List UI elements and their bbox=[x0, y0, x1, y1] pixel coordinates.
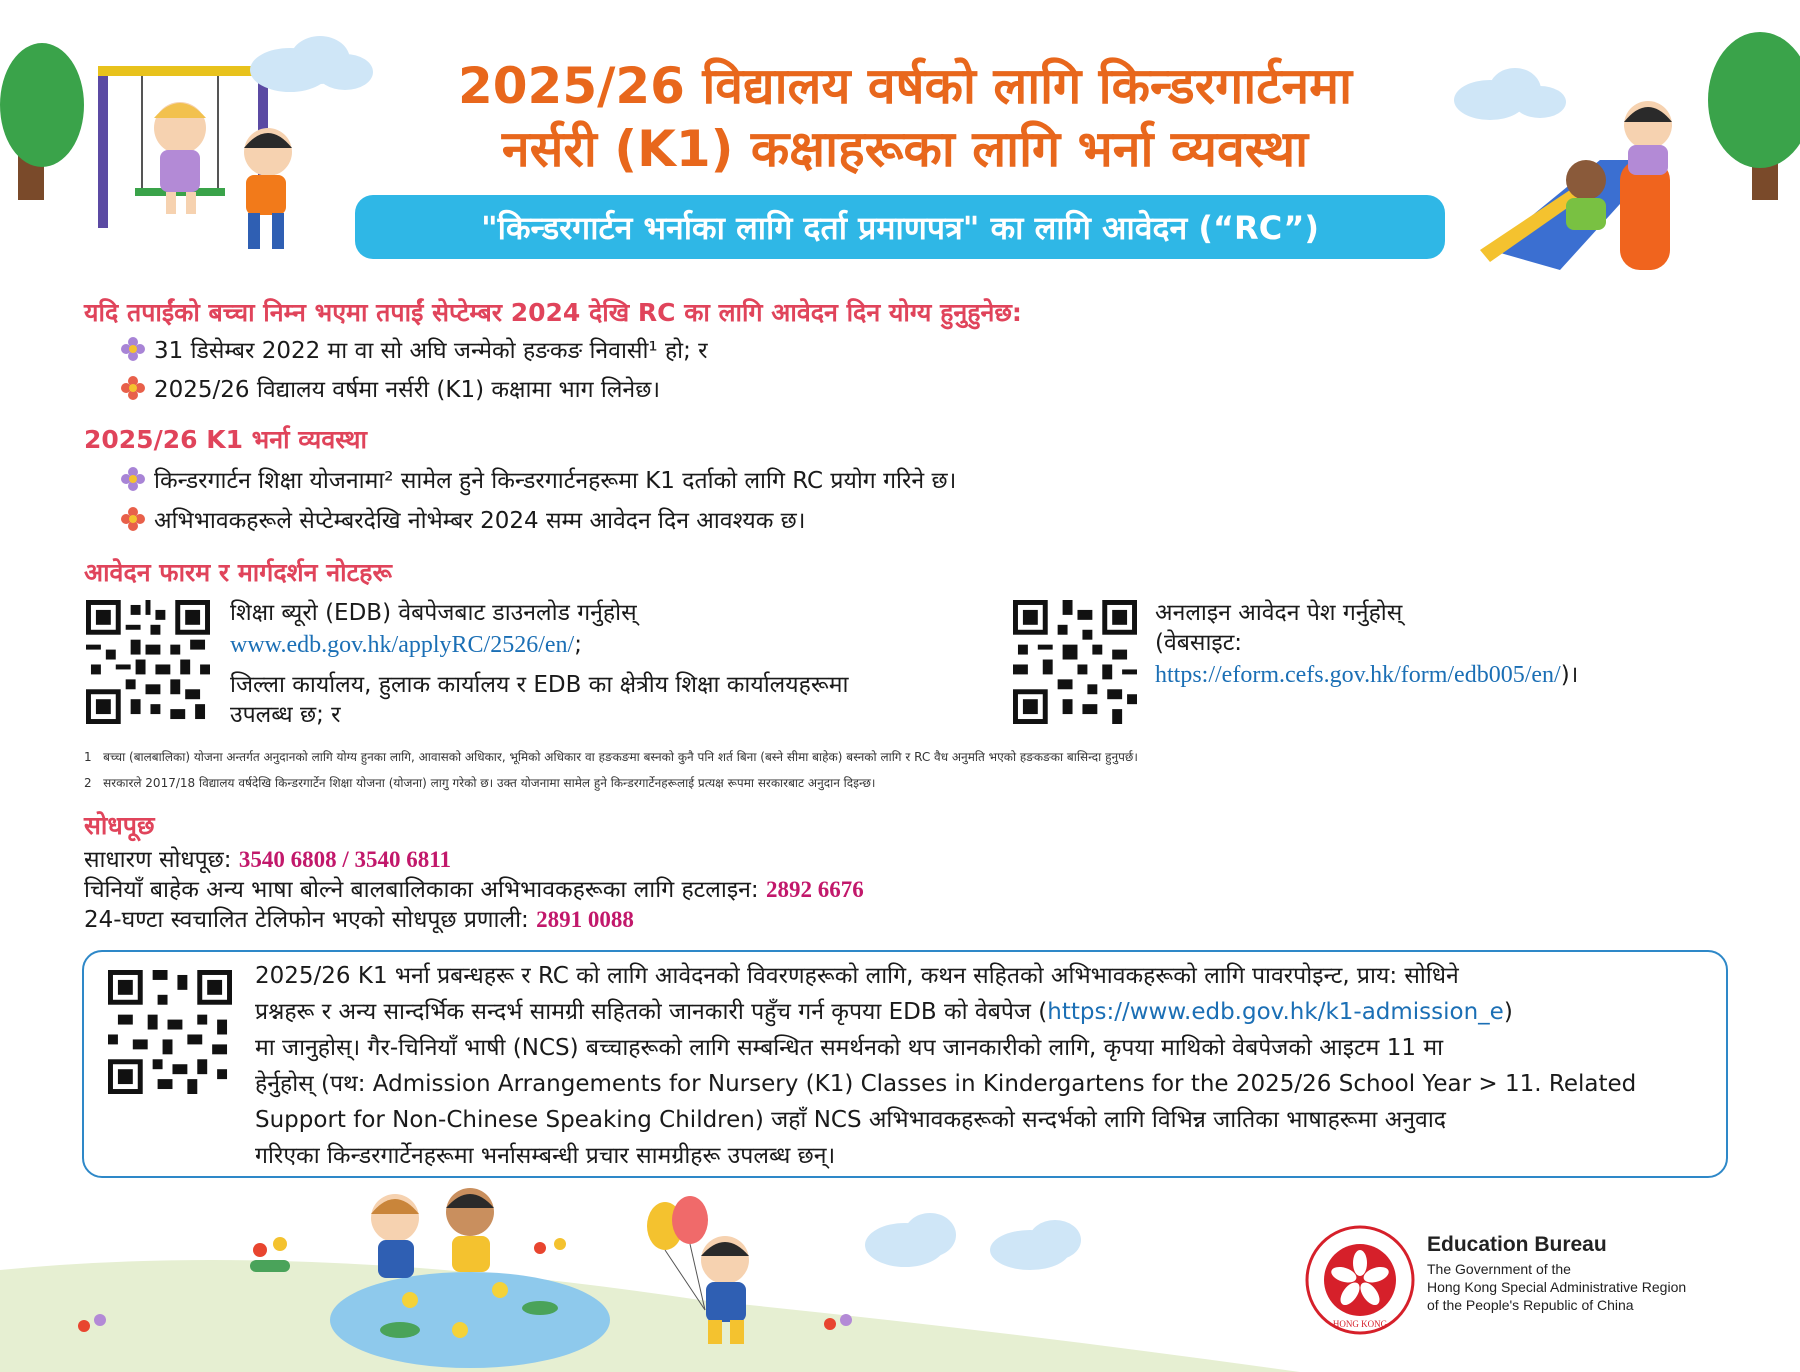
arrangements-item bbox=[120, 463, 956, 495]
forms-heading: आवेदन फारम र मार्गदर्शन नोटहरू bbox=[84, 558, 392, 587]
rc-application-banner: "किन्डरगार्टन भर्नाका लागि दर्ता प्रमाणपत्र" का लागि आवेदन (“RC”) bbox=[355, 195, 1445, 259]
offices-text-line-1: जिल्ला कार्यालय, हुलाक कार्यालय र EDB का क्षेत्रीय शिक्षा कार्यालयहरूमा bbox=[230, 672, 849, 698]
info-line: मा जानुहोस्। गैर-चिनियाँ भाषी (NCS) बच्चाहरूको लागि सम्बन्धित समर्थनको थप जानकारीको लागि, कृपया माथिको वेबपेजको आइटम 11 मा bbox=[255, 1035, 1444, 1061]
ncs-hotline-row bbox=[84, 875, 864, 905]
organisation-line-3: of the People's Republic of China bbox=[1427, 1297, 1634, 1313]
right-tree-illustration bbox=[1708, 32, 1800, 200]
info-line bbox=[255, 994, 1700, 1030]
offices-text-line-2: उपलब्ध छ; र bbox=[230, 702, 341, 728]
info-line-text: ) bbox=[1503, 999, 1513, 1025]
info-line: हेर्नुहोस् (पथ: Admission Arrangements for Nursery (K1) Classes in Kindergartens for the 2025/26 School Year > 11. Related bbox=[255, 1071, 1637, 1097]
download-text: शिक्षा ब्यूरो (EDB) वेबपेजबाट डाउनलोड गर्नुहोस् bbox=[230, 600, 637, 626]
red-flower-icon bbox=[120, 375, 146, 401]
footnote-2 bbox=[84, 774, 875, 791]
organisation-line-1: The Government of the bbox=[1427, 1261, 1571, 1277]
purple-flower-icon bbox=[120, 466, 146, 492]
info-line: गरिएका किन्डरगार्टेनहरूमा भर्नासम्बन्धी प्रचार सामग्रीहरू उपलब्ध छन्। bbox=[255, 1143, 836, 1169]
auto-enquiry-phone[interactable]: 2891 0088 bbox=[536, 907, 634, 932]
general-enquiry-phone[interactable]: 3540 6808 / 3540 6811 bbox=[238, 847, 451, 872]
eligibility-item bbox=[120, 333, 708, 365]
eligibility-item-text: 2025/26 विद्यालय वर्षमा नर्सरी (K1) कक्षामा भाग लिनेछ। bbox=[154, 377, 661, 403]
footnote-1 bbox=[84, 748, 1138, 765]
ncs-hotline-phone[interactable]: 2892 6676 bbox=[765, 877, 864, 902]
purple-flower-icon bbox=[120, 336, 146, 362]
red-flower-icon bbox=[120, 506, 146, 532]
eligibility-heading: यदि तपाईंको बच्चा निम्न भएमा तपाईं सेप्टेम्बर 2024 देखि RC का लागि आवेदन दिन योग्य हुनुहुनेछ: bbox=[84, 298, 1022, 327]
kid-walking-illustration bbox=[244, 128, 292, 249]
title-line-1: 2025/26 विद्यालय वर्षको लागि किन्डरगार्टनमा bbox=[457, 57, 1353, 115]
online-link-suffix: )। bbox=[1560, 662, 1579, 688]
info-line: Support for Non-Chinese Speaking Children) जहाँ NCS अभिभावकहरूको सन्दर्भको लागि विभिन्न जातिका भाषाहरूमा अनुवाद bbox=[255, 1107, 1446, 1133]
pond-illustration bbox=[330, 1272, 610, 1368]
arrangements-heading: 2025/26 K1 भर्ना व्यवस्था bbox=[84, 425, 367, 454]
info-line: 2025/26 K1 भर्ना प्रबन्धहरू र RC को लागि आवेदनको विवरणहरूको लागि, कथन सहितको अभिभावकहरूको लागि पावरपोइन्ट, प्राय: सोधिने bbox=[255, 963, 1459, 989]
slide-illustration bbox=[1480, 101, 1672, 270]
ncs-hotline-label: चिनियाँ बाहेक अन्य भाषा बोल्ने बालबालिकाका अभिभावकहरूका लागि हटलाइन: bbox=[84, 877, 759, 903]
general-enquiry-row bbox=[84, 845, 451, 875]
footnote-text: सरकारले 2017/18 विद्यालय वर्षदेखि किन्डरगार्टेन शिक्षा योजना (योजना) लागु गरेको छ। उक्त योजनामा सामेल हुने किन्डरगार्टेनहरूलाई प्रत्यक्ष रूपमा सरकारबाट अनुदान दिइन्छ। bbox=[103, 776, 876, 790]
kids-at-pond-illustration bbox=[371, 1188, 494, 1278]
edb-download-link[interactable]: www.edb.gov.hk/applyRC/2526/en/ bbox=[230, 632, 575, 658]
title-line-2: नर्सरी (K1) कक्षाहरूका लागि भर्ना व्यवस्था bbox=[501, 120, 1309, 178]
auto-enquiry-label: 24-घण्टा स्वचालित टेलिफोन भएको सोधपूछ प्रणाली: bbox=[84, 907, 529, 933]
footnote-text: बच्चा (बालबालिका) योजना अन्तर्गत अनुदानको लागि योग्य हुनका लागि, आवासको अधिकार, भूमिको अधिकार वा हङकङमा बस्नको कुनै पनि शर्त बिना (बस्ने सीमा बाहेक) बस्नको लागि र RC वैध अनुमति भएको हङकङका बासिन्दा हुनुपर्छ। bbox=[103, 750, 1138, 764]
download-link-suffix: ; bbox=[574, 632, 582, 658]
general-enquiry-label: साधारण सोधपूछ: bbox=[84, 847, 232, 873]
k1-admission-link[interactable]: https://www.edb.gov.hk/k1-admission_e bbox=[1047, 999, 1504, 1025]
left-tree-illustration bbox=[0, 43, 84, 200]
eligibility-item-text: 31 डिसेम्बर 2022 मा वा सो अघि जन्मेको हङकङ निवासी¹ हो; र bbox=[154, 338, 708, 364]
online-text-line-1: अनलाइन आवेदन पेश गर्नुहोस् bbox=[1155, 600, 1403, 626]
organisation-line-2: Hong Kong Special Administrative Region bbox=[1427, 1279, 1687, 1295]
download-link-row bbox=[230, 630, 582, 660]
info-line-text: प्रश्नहरू र अन्य सान्दर्भिक सन्दर्भ सामग्री सहितको जानकारी पहुँच गर्न कृपया EDB को वेबपेज ( bbox=[255, 999, 1048, 1025]
online-link-row bbox=[1155, 660, 1578, 690]
arrangements-item bbox=[120, 503, 806, 535]
arrangements-item-text: किन्डरगार्टन शिक्षा योजनामा² सामेल हुने किन्डरगार्टनहरूमा K1 दर्ताको लागि RC प्रयोग गरिने छ। bbox=[154, 468, 957, 494]
info-text bbox=[255, 958, 1700, 1174]
arrangements-item-text: अभिभावकहरूले सेप्टेम्बरदेखि नोभेम्बर 2024 सम्म आवेदन दिन आवश्यक छ। bbox=[154, 508, 806, 534]
auto-enquiry-row bbox=[84, 905, 634, 935]
online-text-line-2: (वेबसाइट: bbox=[1155, 630, 1243, 656]
qr-code-icon[interactable] bbox=[1013, 600, 1137, 724]
swing-illustration bbox=[98, 66, 268, 228]
eform-online-link[interactable]: https://eform.cefs.gov.hk/form/edb005/en/ bbox=[1155, 662, 1561, 688]
eligibility-item bbox=[120, 372, 660, 404]
qr-code-icon[interactable] bbox=[108, 970, 232, 1094]
hk-bauhinia-emblem-icon bbox=[1305, 1225, 1415, 1335]
enquiries-heading: सोधपूछ bbox=[84, 811, 155, 840]
qr-code-icon[interactable] bbox=[86, 600, 210, 724]
emblem-text: HONG KONG bbox=[1332, 1319, 1388, 1329]
footnote-number: 1 bbox=[84, 750, 92, 764]
footnote-number: 2 bbox=[84, 776, 92, 790]
organisation-name: Education Bureau bbox=[1427, 1233, 1607, 1256]
